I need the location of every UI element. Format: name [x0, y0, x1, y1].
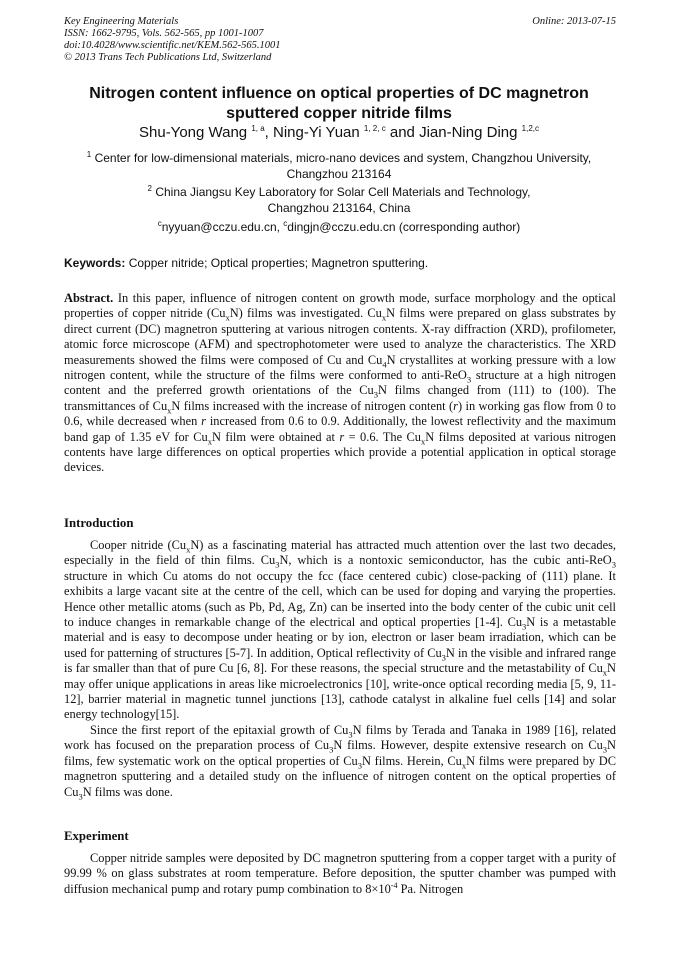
variable-r: r: [201, 414, 206, 429]
intro-text: N, which is a nontoxic semiconductor, has the cubic anti-ReO: [279, 553, 612, 568]
author-2-affil: 1, 2, c: [363, 124, 386, 133]
variable-r: r: [339, 429, 345, 444]
author-3-affil: 1,2,c: [521, 124, 539, 133]
abstract-text: In this paper, influence of nitrogen content on growth mode, surface morphology and the optical properties of copper nitride (Cu: [64, 291, 616, 321]
author-conjunction: and: [389, 124, 415, 141]
issn-line: ISSN: 1662-9795, Vols. 562-565, pp 1001-1007: [64, 28, 264, 39]
abstract-text: N films increased with the increase of nitrogen content (: [171, 398, 454, 413]
abstract-text: ) in working gas flow from 0 to 0.6, while decreased when: [64, 398, 616, 429]
abstract-text: N films were prepared on glass substrates by direct current (DC) magnetron sputtering at various nitrogen contents. X-ray diffraction (XRD), profilometer, atomic force microscope (AFM) and spectrophotometer were used to analyze the characteristics. The XRD measurements showed the films were composed of Cu and Cu: [64, 306, 616, 367]
subscript: x: [225, 312, 230, 323]
introduction-body: [64, 538, 616, 800]
subscript: x: [381, 312, 387, 323]
email-line: [60, 219, 618, 235]
subscript: x: [186, 544, 191, 555]
affiliation-2-line-1: China Jiangsu Key Laboratory for Solar Cell Materials and Technology,: [155, 185, 531, 199]
affiliation-2-line-2: Changzhou 213164, China: [267, 201, 411, 215]
subscript: 3: [275, 559, 280, 570]
experiment-heading: Experiment: [64, 829, 129, 843]
intro-text: structure in which Cu atoms do not occupy the fcc (face centered cubic) close-packing of (111) plane. It exhibits a large vacant site at the centre of the cell, which can be used for doping and varying the properties. Hence other metallic atoms (such as Pb, Pd, Ag, Zn) can be inserted into the body center of the cubic unit cell to induce changes in remarkable change of the electrical and optical properties [1-4]. Cu: [64, 568, 616, 630]
affiliation-1-line-2: Changzhou 213164: [286, 167, 392, 181]
subscript: x: [167, 405, 172, 416]
subscript: x: [461, 760, 467, 771]
intro-text: N films by Terada and Tanaka in 1989 [16], related work has focused on the preparation process of Cu: [64, 722, 616, 753]
copyright-line: © 2013 Trans Tech Publications Ltd, Switzerland: [64, 52, 272, 63]
author-1: Shu-Yong Wang: [139, 124, 248, 141]
keywords-label: Keywords:: [64, 256, 126, 270]
journal-name: Key Engineering Materials: [64, 16, 179, 27]
abstract-text: N) films was investigated. Cu: [229, 306, 382, 321]
subscript: 3: [522, 621, 527, 632]
affiliation-1-line-1: Center for low-dimensional materials, micro-nano devices and system, Changzhou University,: [94, 151, 592, 165]
email-1: nyyuan@cczu.edu.cn,: [161, 220, 280, 234]
intro-paragraph-2: [64, 723, 616, 800]
experiment-body: [64, 851, 616, 897]
abstract-paragraph: [64, 291, 616, 476]
subscript: x: [420, 436, 426, 447]
author-2: Ning-Yi Yuan: [273, 124, 360, 141]
title-line-1: Nitrogen content influence on optical properties of DC magnetron: [89, 85, 589, 102]
affiliation-2: [60, 184, 618, 216]
author-1-affil: 1, a: [251, 124, 265, 133]
subscript: 3: [602, 744, 608, 755]
abstract-text: increased from 0.6 to 0.9. Additionally, the lowest reflectivity and the maximum band gap of 1.35 eV for Cu: [64, 414, 616, 444]
subscript: x: [207, 436, 212, 447]
author-3: Jian-Ning Ding: [419, 124, 518, 141]
abstract-label: Abstract.: [64, 291, 114, 305]
subscript: 3: [348, 729, 353, 740]
introduction-heading: Introduction: [64, 516, 134, 530]
intro-text: N films. Herein, Cu: [361, 753, 462, 768]
subscript: 3: [441, 652, 446, 663]
intro-text: N may offer unique applications in areas like microelectronics [10], write-once optical recording media [5, 9, 11-12], barrier material in magnetic tunnel junctions [13], cathode catalyst in alkaline fuel cells [14] and solar energy technology[15].: [64, 661, 616, 722]
affiliation-1: [60, 150, 618, 182]
email-1-marker: c: [157, 219, 162, 228]
email-2: dingjn@cczu.edu.cn (corresponding author): [287, 220, 521, 234]
subscript: 4: [382, 359, 387, 370]
online-date: Online: 2013-07-15: [532, 16, 616, 27]
author-list: Shu-Yong Wang $^{1, a}$, Ning-Yi Yuan $^{1, 2, c}$ and Jian-Ning Ding $^{1,2,c}$: [139, 124, 539, 141]
subscript: 3: [611, 559, 616, 570]
subscript: 3: [329, 744, 334, 755]
subscript: 3: [357, 760, 362, 771]
intro-text: N films. However, despite extensive research on Cu: [333, 738, 603, 753]
intro-text: N films was done.: [82, 784, 173, 799]
keywords-text: Copper nitride; Optical properties; Magnetron sputtering.: [128, 256, 429, 270]
abstract: [64, 291, 616, 476]
experiment-paragraph-1: [64, 851, 616, 897]
intro-text: Cooper nitride (Cu: [90, 538, 187, 552]
affiliation-2-marker: 2: [147, 184, 152, 193]
abstract-text: N films deposited at various nitrogen contents have large differences on optical properties which provide a potential application in optical storage devices.: [64, 429, 616, 475]
abstract-text: = 0.6. The Cu: [344, 429, 421, 444]
subscript: 3: [78, 790, 83, 801]
intro-paragraph-1: [64, 538, 616, 723]
intro-text: N films were prepared by DC magnetron sputtering and a detailed study on the influence of nitrogen content on the optical properties of Cu: [64, 753, 616, 799]
email-2-marker: c: [283, 219, 288, 228]
experiment-text: Copper nitride samples were deposited by DC magnetron sputtering from a copper target with a purity of 99.99 % on glass substrates at room temperature. Before deposition, the sputter chamber was pumped with diffusion mechanical pump and rotary pump combination to 8×10: [64, 851, 616, 896]
abstract-text: N film were obtained at: [211, 429, 340, 444]
subscript: x: [602, 667, 608, 678]
affiliation-1-marker: 1: [86, 150, 92, 159]
intro-text: N) as a fascinating material has attracted much attention over the last two decades, especially in the field of thin films. Cu: [64, 538, 616, 568]
paper-title: [60, 84, 618, 124]
doi-line: doi:10.4028/www.scientific.net/KEM.562-565.1001: [64, 40, 281, 51]
abstract-text: N crystallites at working pressure with a low nitrogen content, while the structure of the films were conformed to anti-ReO: [64, 352, 617, 383]
title-line-2: sputtered copper nitride films: [226, 105, 452, 122]
abstract-text: structure at a high nitrogen content and the preferred growth orientations of the Cu: [64, 368, 616, 398]
experiment-text: Pa. Nitrogen: [397, 881, 464, 896]
variable-r: r: [453, 398, 458, 413]
subscript: 3: [373, 389, 379, 400]
intro-text: N films, few systematic work on the optical properties of Cu: [64, 738, 616, 768]
superscript: -4: [390, 880, 398, 890]
journal-header: [64, 16, 616, 64]
subscript: 3: [466, 374, 472, 385]
intro-text: N in the visible and infrared range is far smaller than that of pure Cu [6, 8]. For these reasons, the special structure and the metastability of Cu: [64, 645, 616, 676]
intro-text: N is a metastable material and is easy to decompose under heating or by ion, electron or laser beam irradiation, which can be used for patterning of structures [5-7]. In addition, Optical reflectivity of Cu: [64, 615, 616, 660]
intro-text: Since the first report of the epitaxial growth of Cu: [90, 722, 349, 737]
abstract-text: N films changed from (111) to (100). The transmittances of Cu: [64, 383, 617, 413]
keywords-line: [64, 255, 616, 271]
